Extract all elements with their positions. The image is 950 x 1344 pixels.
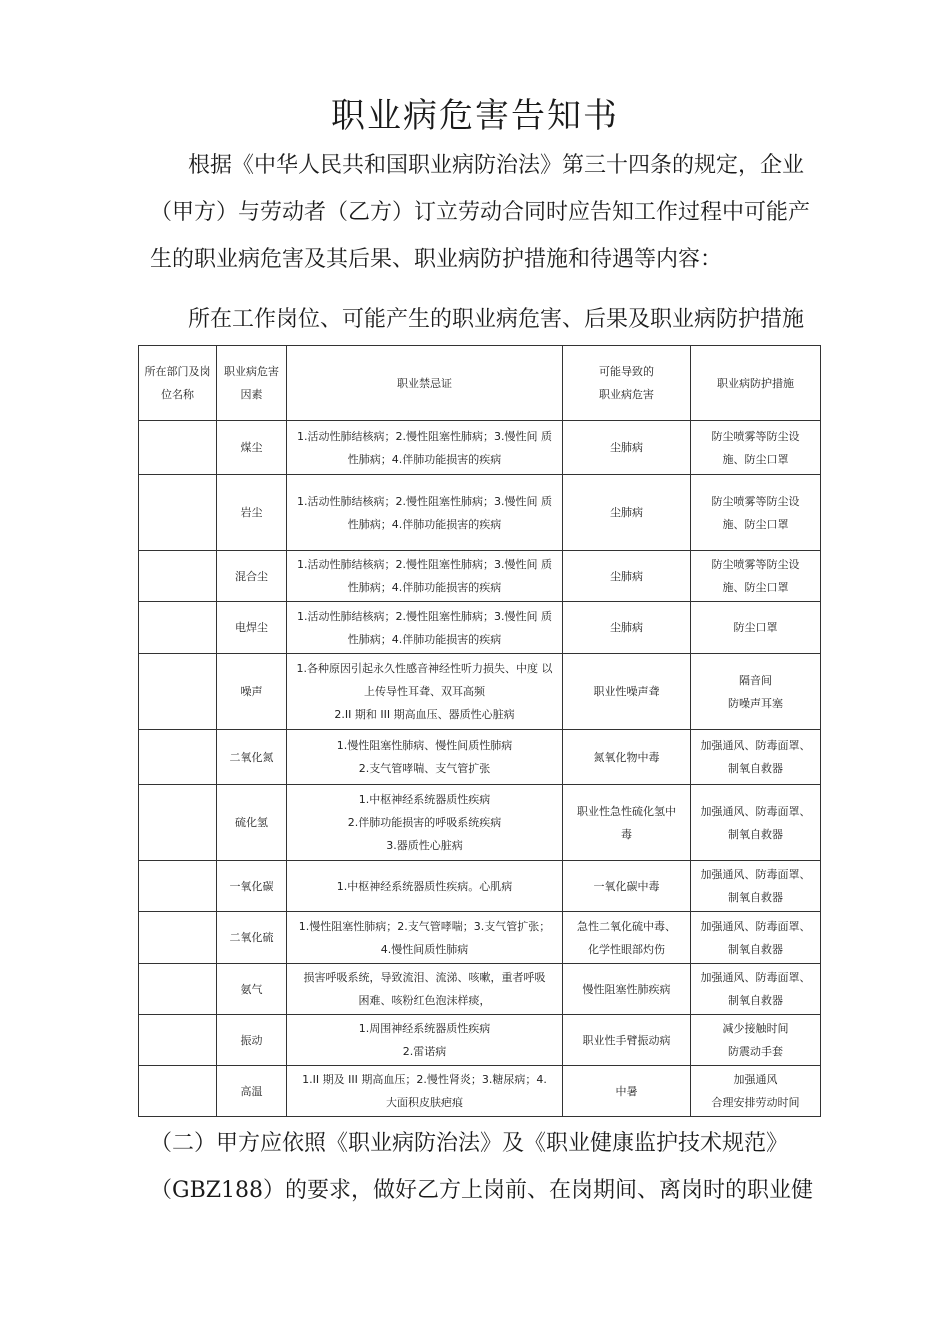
factor-cell: 岩尘: [217, 475, 287, 551]
header-disease-line: 可能导致的: [599, 365, 654, 378]
measure-cell-line: 加强通风: [733, 1073, 778, 1086]
contraindication-cell-line: 1.活动性肺结核病；2.慢性阻塞性肺病；3.慢性间 质: [297, 494, 552, 508]
disease-cell-line: 氮氧化物中毒: [593, 750, 660, 764]
disease-cell-line: 尘肺病: [610, 441, 643, 454]
disease-cell: [563, 861, 691, 912]
contraindication-cell: [287, 785, 563, 861]
factor-cell: 电焊尘: [217, 602, 287, 654]
contraindication-cell-line: 困难、咳粉红色泡沫样痰，: [358, 994, 491, 1007]
contraindication-cell-line: 2.支气管哮喘、支气管扩张: [358, 762, 491, 775]
measure-cell-line: 防尘喷雾等防尘设: [711, 429, 800, 443]
header-disease: [563, 346, 691, 421]
document-title: 职业病危害告知书: [331, 96, 619, 136]
dept-cell: [139, 421, 217, 475]
measure-cell: [691, 964, 821, 1015]
measure-cell: [691, 1066, 821, 1117]
measure-cell-line: 合理安排劳动时间: [711, 1096, 800, 1109]
disease-cell: [563, 421, 691, 475]
section-title: 所在工作岗位、可能产生的职业病危害、后果及职业病防护措施: [188, 307, 805, 332]
table-row: [139, 730, 821, 785]
disease-cell-line: 化学性眼部灼伤: [588, 942, 665, 956]
disease-cell: [563, 730, 691, 785]
contraindication-cell-line: 1.慢性阻塞性肺病；2.支气管哮喘；3.支气管扩张；: [298, 919, 551, 933]
disease-cell: [563, 475, 691, 551]
table-row: [139, 654, 821, 730]
contraindication-cell-line: 上传导性耳聋、双耳高频: [364, 685, 485, 698]
header-measure: 职业病防护措施: [691, 346, 821, 421]
contraindication-cell-line: 1.II 期及 III 期高血压；2.慢性肾炎；3.糖尿病；4.: [302, 1073, 547, 1086]
disease-cell: [563, 551, 691, 602]
dept-cell: [139, 964, 217, 1015]
contraindication-cell-line: 2.伴肺功能损害的呼吸系统疾病: [347, 816, 502, 829]
dept-cell: [139, 1015, 217, 1066]
contraindication-cell-line: 2.雷诺病: [402, 1045, 447, 1058]
factor-cell: 振动: [217, 1015, 287, 1066]
contraindication-cell: [287, 964, 563, 1015]
dept-cell: [139, 654, 217, 730]
disease-cell: [563, 654, 691, 730]
contraindication-cell-line: 4.慢性间质性肺病: [380, 942, 469, 956]
measure-cell-line: 隔音间: [739, 673, 772, 687]
table-row: [139, 861, 821, 912]
disease-cell: [563, 602, 691, 654]
factor-cell: 混合尘: [217, 551, 287, 602]
table-row: [139, 421, 821, 475]
disease-cell-line: 职业性噪声聋: [593, 685, 660, 698]
measure-cell-line: 加强通风、防毒面罩、: [700, 868, 811, 881]
measure-cell-line: 减少接触时间: [722, 1022, 789, 1035]
factor-cell: 二氧化氮: [217, 730, 287, 785]
disease-cell: [563, 912, 691, 964]
closing-paragraph: （二）甲方应依照《职业病防治法》及《职业健康监护技术规范》（GBZ188）的要求，做好乙方上岗前、在岗期间、离岗时的职业健: [150, 1131, 814, 1203]
contraindication-cell-line: 1.活动性肺结核病；2.慢性阻塞性肺病；3.慢性间 质: [297, 558, 552, 571]
contraindication-cell-line: 1.慢性阻塞性肺病、慢性间质性肺病: [336, 739, 513, 752]
contraindication-cell-line: 1.周围神经系统器质性疾病: [358, 1022, 491, 1035]
dept-cell: [139, 730, 217, 785]
contraindication-cell: [287, 1015, 563, 1066]
disease-cell-line: 尘肺病: [610, 621, 643, 634]
contraindication-cell-line: 1.中枢神经系统器质性疾病: [358, 793, 491, 806]
dept-cell: [139, 785, 217, 861]
measure-cell-line: 施、防尘口罩: [722, 517, 789, 531]
table-row: [139, 785, 821, 861]
table-row: [139, 602, 821, 654]
measure-cell: [691, 1015, 821, 1066]
disease-cell-line: 中暑: [615, 1084, 638, 1098]
dept-cell: [139, 912, 217, 964]
measure-cell: [691, 730, 821, 785]
measure-cell-line: 施、防尘口罩: [722, 452, 789, 466]
contraindication-cell-line: 性肺病；4.伴肺功能损害的疾病: [347, 517, 502, 531]
intro-paragraph: 根据《中华人民共和国职业病防治法》第三十四条的规定，企业（甲方）与劳动者（乙方）订立劳动合同时应告知工作过程中可能产生的职业病危害及其后果、职业病防护措施和待遇等内容：: [150, 153, 811, 272]
table-row: [139, 1015, 821, 1066]
measure-cell-line: 加强通风、防毒面罩、: [700, 919, 811, 933]
disease-cell: [563, 1015, 691, 1066]
disease-cell: [563, 785, 691, 861]
contraindication-cell-line: 1.活动性肺结核病；2.慢性阻塞性肺病；3.慢性间 质: [297, 609, 552, 623]
disease-cell-line: 尘肺病: [610, 506, 643, 519]
dept-cell: [139, 861, 217, 912]
measure-cell-line: 制氧自救器: [728, 942, 783, 956]
measure-cell-line: 制氧自救器: [728, 994, 783, 1007]
factor-cell: 硫化氢: [217, 785, 287, 861]
contraindication-cell-line: 1.中枢神经系统器质性疾病。心肌病: [336, 879, 513, 893]
header-disease-line: 职业病危害: [599, 388, 654, 401]
measure-cell-line: 防尘喷雾等防尘设: [711, 494, 800, 508]
measure-cell-line: 防噪声耳塞: [728, 696, 783, 710]
table-row: [139, 912, 821, 964]
table-header-row: [139, 346, 821, 421]
contraindication-cell: [287, 602, 563, 654]
contraindication-cell-line: 性肺病；4.伴肺功能损害的疾病: [347, 632, 502, 646]
measure-cell: [691, 654, 821, 730]
measure-cell: [691, 785, 821, 861]
table-row: [139, 964, 821, 1015]
measure-cell: [691, 475, 821, 551]
measure-cell-line: 加强通风、防毒面罩、: [700, 739, 811, 752]
disease-cell-line: 职业性手臂振动病: [582, 1033, 671, 1047]
header-contraindication: 职业禁忌证: [287, 346, 563, 421]
table-row: [139, 551, 821, 602]
contraindication-cell-line: 2.II 期和 III 期高血压、器质性心脏病: [334, 708, 515, 721]
contraindication-cell-line: 性肺病；4.伴肺功能损害的疾病: [347, 452, 502, 466]
dept-cell: [139, 475, 217, 551]
measure-cell-line: 制氧自救器: [728, 891, 783, 904]
measure-cell: [691, 551, 821, 602]
measure-cell-line: 防尘口罩: [733, 621, 778, 634]
contraindication-cell: [287, 475, 563, 551]
contraindication-cell-line: 大面积皮肤疤痕: [386, 1096, 463, 1109]
disease-cell-line: 急性二氧化硫中毒、: [577, 919, 676, 933]
measure-cell-line: 施、防尘口罩: [722, 581, 789, 594]
factor-cell: 二氧化硫: [217, 912, 287, 964]
disease-cell-line: 一氧化碳中毒: [593, 879, 660, 893]
contraindication-cell-line: 性肺病；4.伴肺功能损害的疾病: [347, 581, 502, 594]
disease-cell-line: 慢性阻塞性肺疾病: [582, 982, 671, 996]
contraindication-cell: [287, 861, 563, 912]
measure-cell-line: 加强通风、防毒面罩、: [700, 971, 811, 984]
measure-cell: [691, 861, 821, 912]
disease-cell-line: 毒: [621, 827, 632, 841]
contraindication-cell-line: 1.活动性肺结核病；2.慢性阻塞性肺病；3.慢性间 质: [297, 429, 552, 443]
measure-cell: [691, 421, 821, 475]
contraindication-cell: [287, 654, 563, 730]
measure-cell: [691, 912, 821, 964]
measure-cell-line: 防震动手套: [728, 1045, 783, 1058]
contraindication-cell-line: 1.各种原因引起永久性感音神经性听力损失、中度 以: [296, 662, 553, 675]
measure-cell-line: 防尘喷雾等防尘设: [711, 558, 800, 571]
contraindication-cell: [287, 1066, 563, 1117]
contraindication-cell: [287, 912, 563, 964]
header-factor: 职业病危害因素: [217, 346, 287, 421]
contraindication-cell: [287, 551, 563, 602]
contraindication-cell-line: 3.器质性心脏病: [386, 839, 463, 852]
measure-cell: [691, 602, 821, 654]
disease-cell-line: 职业性急性硫化氢中: [577, 804, 676, 818]
measure-cell-line: 加强通风、防毒面罩、: [700, 804, 811, 818]
factor-cell: 高温: [217, 1066, 287, 1117]
factor-cell: 噪声: [217, 654, 287, 730]
dept-cell: [139, 1066, 217, 1117]
disease-cell: [563, 964, 691, 1015]
factor-cell: 煤尘: [217, 421, 287, 475]
contraindication-cell: [287, 730, 563, 785]
contraindication-cell-line: 损害呼吸系统，导致流泪、流涕、咳嗽，重者呼吸: [303, 971, 546, 984]
dept-cell: [139, 551, 217, 602]
factor-cell: 一氧化碳: [217, 861, 287, 912]
table-row: [139, 1066, 821, 1117]
measure-cell-line: 制氧自救器: [728, 762, 783, 775]
disease-cell-line: 尘肺病: [610, 569, 643, 583]
factor-cell: 氨气: [217, 964, 287, 1015]
hazard-table: [138, 345, 821, 1117]
header-dept: 所在部门及岗位名称: [139, 346, 217, 421]
measure-cell-line: 制氧自救器: [728, 827, 783, 841]
table-row: [139, 475, 821, 551]
dept-cell: [139, 602, 217, 654]
disease-cell: [563, 1066, 691, 1117]
contraindication-cell: [287, 421, 563, 475]
